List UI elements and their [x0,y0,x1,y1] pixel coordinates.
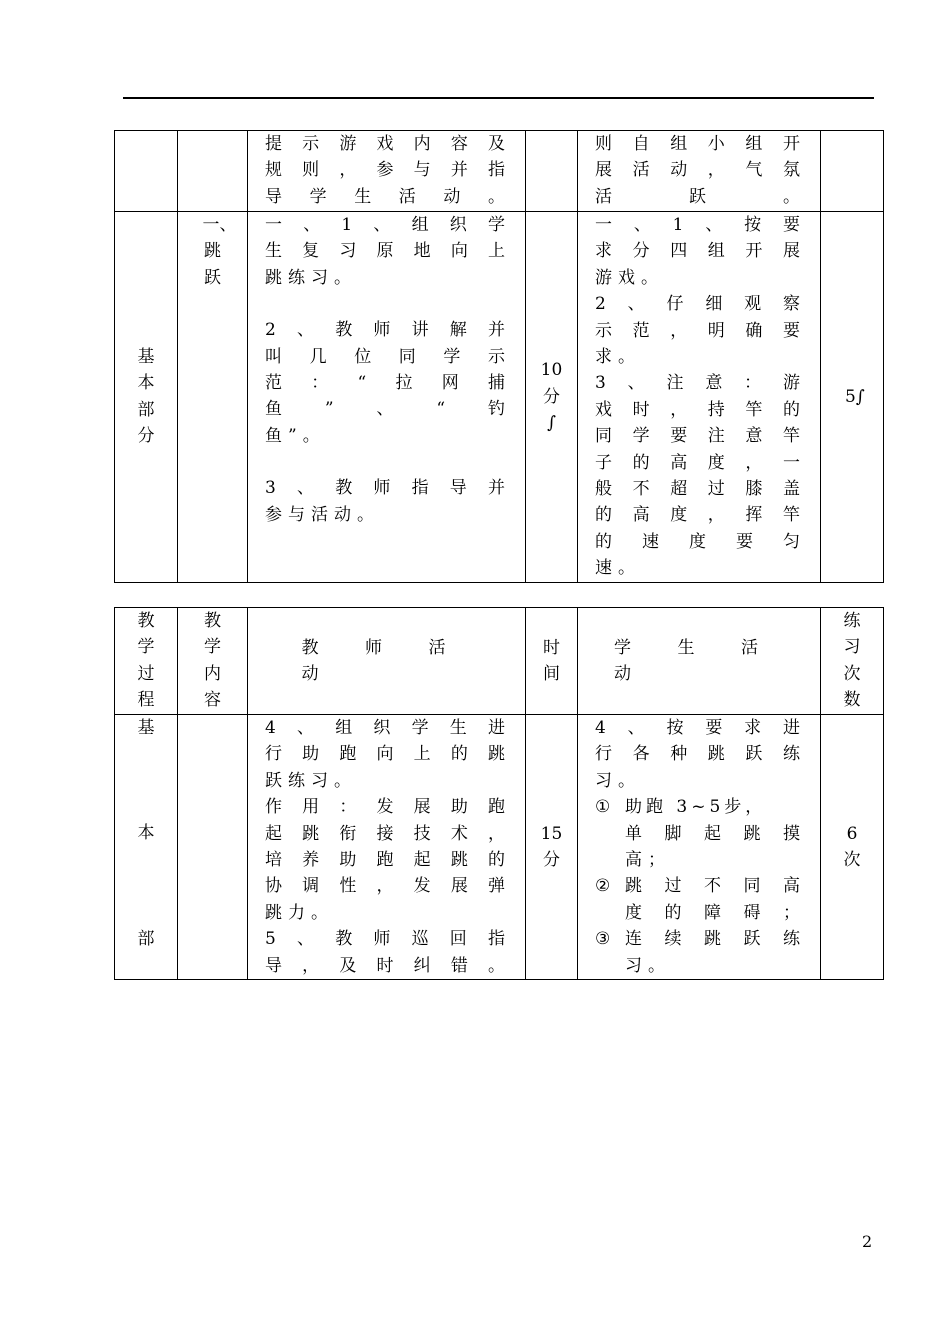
text-line: 度的障碍； [625,902,806,923]
text-line: 一、1、组织学 [265,215,511,235]
text-line: 2、仔细观察 [595,294,806,315]
text-line: 规则，参与并指 [265,160,511,181]
text-line: 培养助跑起跳的 [265,850,511,871]
text-line: 起跳衔接技术， [265,823,511,844]
text-line: 作用：发展助跑 [265,797,511,818]
student-activity-cell [578,212,821,583]
time-cell [526,715,578,980]
text-line: 4、按要求进 [595,718,806,738]
text-line: 协调性，发展弹 [265,876,511,897]
table-row [115,212,884,583]
content-label: 一、跳跃 [202,215,237,288]
text-line: 跳力。 [265,902,334,923]
header-label: 时间 [543,637,560,684]
list-item [595,926,806,979]
text-line: 速。 [595,558,641,579]
table-row [115,131,884,212]
count-cell [821,212,884,583]
text-line: 求分四组开展 [595,241,806,262]
text-line: 参与活动。 [265,504,380,525]
lesson-table [114,607,884,980]
header-time [526,608,578,715]
process-cell [115,131,178,212]
time-value: 10分∫ [540,360,563,434]
teacher-activity-cell [248,715,526,980]
text-line: 高； [625,850,671,871]
text-line: 4、组织学生进 [265,718,511,738]
header-student-activity [578,608,821,715]
text-line: 的高度，挥竿 [595,505,806,526]
text-line: 习。 [625,955,671,976]
header-label: 学生活动 [614,637,784,684]
text-line: 提示游戏内容及 [265,134,511,154]
header-label: 教学内容 [204,611,221,711]
header-process [115,608,178,715]
student-activity-cell [578,715,821,980]
text-line: 行助跑向上的跳 [265,744,511,765]
text-line: 生复习原地向上 [265,241,511,262]
text-line: 示范，明确要 [595,320,806,341]
process-cell [115,212,178,583]
header-label: 教学过程 [137,611,155,711]
text-line: 活跃。 [595,186,806,207]
text-line: 子的高度，一 [595,452,806,473]
header-rule [123,97,874,99]
text-line: 导，及时纠错。 [265,955,511,976]
text-line: 习。 [595,770,641,791]
text-line: 戏时，持竿的 [595,399,806,420]
text-line: 3、教师指导并 [265,478,511,499]
text-line: 展活动，气氛 [595,160,806,181]
teacher-activity-cell [248,131,526,212]
process-char: 基 [137,718,155,738]
text-line: 跳过不同高 [625,876,806,897]
teacher-activity-cell [248,212,526,583]
lesson-table-continued [114,130,884,583]
count-cell [821,131,884,212]
text-line: 行各种跳跃练 [595,744,806,765]
text-line: 叫几位同学示 [265,346,511,367]
text-line: 跃练习。 [265,770,357,791]
text-line: 同学要注意竿 [595,426,806,447]
count-cell [821,715,884,980]
list-item [595,794,806,873]
page-number: 2 [862,1232,873,1251]
process-label: 基本部分 [137,347,155,447]
circled-number: ③ [595,929,617,950]
content-cell [178,212,248,583]
text-line: 则自组小组开 [595,134,806,154]
count-value: 5∫ [845,386,865,407]
circled-number: ② [595,876,617,897]
time-cell [526,131,578,212]
text-line: 3、注意：游 [595,373,806,394]
text-line: 般不超过膝盖 [595,479,806,500]
text-line: 跳练习。 [265,267,357,288]
text-line: 鱼”。 [265,425,326,446]
text-line: 一、1、按要 [595,215,806,235]
text-line: 5、教师巡回指 [265,929,511,950]
process-char: 部 [137,928,155,949]
student-activity-cell [578,131,821,212]
time-cell [526,212,578,583]
content-cell [178,715,248,980]
text-line: 游戏。 [595,267,664,288]
header-teacher-activity [248,608,526,715]
text-line: 2、教师讲解并 [265,320,511,341]
text-line: 的速度要匀 [595,531,806,552]
header-label: 练习次数 [843,611,861,711]
text-line: 导学生活动。 [265,186,511,207]
text-line: 求。 [595,347,641,368]
process-char: 本 [137,823,155,844]
list-item [595,873,806,926]
text-line: 连续跳跃练 [625,929,806,950]
text-line: 助跑 3~5步， [625,797,767,818]
count-value: 6次 [843,823,861,871]
process-cell [115,715,178,980]
text-line: 范：“拉网捕 [265,373,511,394]
time-value: 15分 [540,823,563,871]
header-label: 教师活动 [301,637,472,684]
text-line: 鱼”、“钓 [265,399,511,420]
header-count [821,608,884,715]
table-row [115,715,884,980]
text-line: 单脚起跳摸 [625,823,806,844]
table-header-row [115,608,884,715]
circled-number: ① [595,797,617,818]
content-cell [178,131,248,212]
header-content [178,608,248,715]
